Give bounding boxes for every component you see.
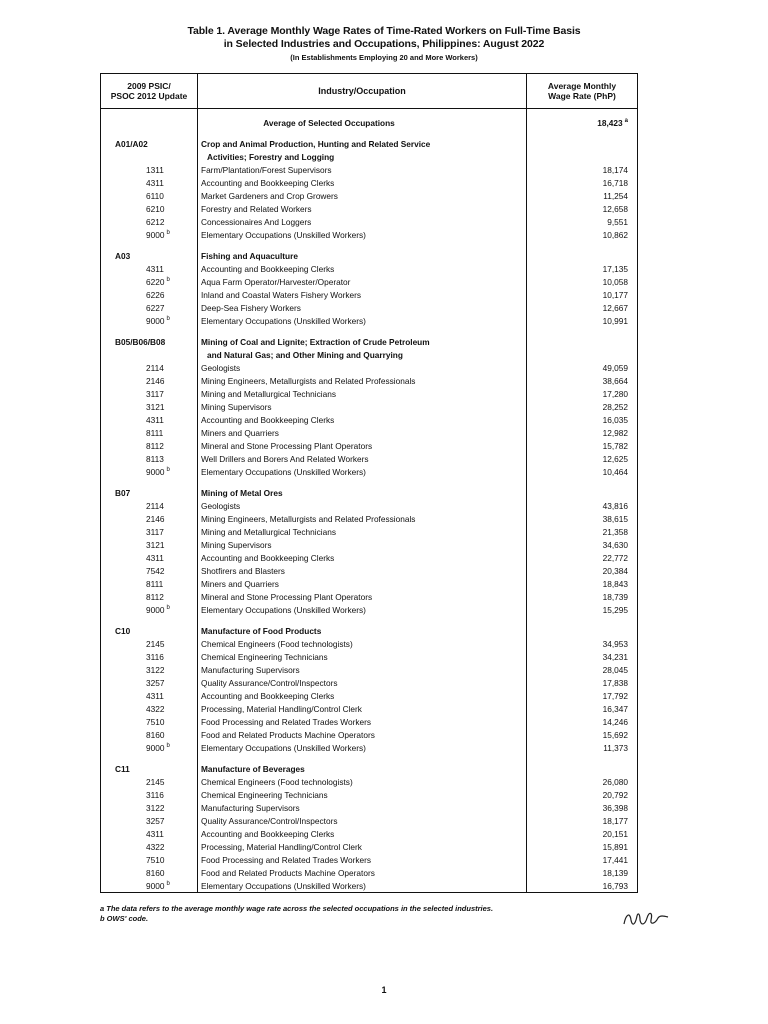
occupation-name: Processing, Material Handling/Control Clerk xyxy=(201,842,362,852)
occupation-name: Geologists xyxy=(201,501,241,511)
table-row xyxy=(101,388,637,401)
occupation-code: 2145 xyxy=(146,777,165,787)
occupation-name: Elementary Occupations (Unskilled Workers) xyxy=(201,743,366,753)
table-row xyxy=(101,414,637,427)
occupation-name: Shotfirers and Blasters xyxy=(201,566,285,576)
occupation-code: 9000 $^b$ xyxy=(146,467,170,477)
occupation-name: Food Processing and Related Trades Workers xyxy=(201,855,372,865)
title-line-2: in Selected Industries and Occupations, Philippines: August 2022 xyxy=(223,38,545,50)
footnote-marker: b xyxy=(166,605,170,611)
occupation-name: Mining Supervisors xyxy=(201,540,272,550)
title-line-1: Table 1. Average Monthly Wage Rates of Time-Rated Workers on Full-Time Basis xyxy=(187,25,581,37)
occupation-name: Market Gardeners and Crop Growers xyxy=(201,191,338,201)
industry-row xyxy=(101,625,637,638)
footnote-a: a The data refers to the average monthly wage rate across the selected occupations in the selected industries. xyxy=(100,904,494,913)
wage-value: 34,630 xyxy=(602,540,628,550)
occupation-name: Quality Assurance/Control/Inspectors xyxy=(201,816,338,826)
header-industry-column: Industry/Occupation xyxy=(198,74,527,108)
title-subtitle: (In Establishments Employing 20 and More Workers) xyxy=(290,53,478,62)
wage-value: 16,347 xyxy=(602,704,628,714)
wage-value: 10,464 xyxy=(602,467,628,477)
table-row xyxy=(101,841,637,854)
average-value: 18,423 $^a$ xyxy=(597,118,628,128)
occupation-code: 2145 xyxy=(146,639,165,649)
table-row xyxy=(101,315,637,328)
table-row xyxy=(101,880,637,893)
table-row xyxy=(101,513,637,526)
table-row xyxy=(101,466,637,479)
table-row xyxy=(101,216,637,229)
occupation-name: Elementary Occupations (Unskilled Workers) xyxy=(201,230,366,240)
occupation-name: Food Processing and Related Trades Workers xyxy=(201,717,372,727)
occupation-code: 8111 xyxy=(146,428,164,438)
occupation-code: 8112 xyxy=(146,592,164,602)
industry-name: Manufacture of Beverages xyxy=(201,764,305,774)
occupation-code: 9000 $^b$ xyxy=(146,881,170,891)
header-wage-line-2: Wage Rate (PhP) xyxy=(548,91,616,101)
table-row xyxy=(101,789,637,802)
wage-value: 14,246 xyxy=(602,717,628,727)
wage-value: 17,135 xyxy=(602,264,628,274)
table-row xyxy=(101,203,637,216)
table-row xyxy=(101,427,637,440)
occupation-name: Elementary Occupations (Unskilled Workers) xyxy=(201,316,366,326)
table-row xyxy=(101,375,637,388)
occupation-code: 6212 xyxy=(146,217,165,227)
table-row xyxy=(101,854,637,867)
occupation-name: Chemical Engineering Technicians xyxy=(201,652,328,662)
table-row xyxy=(101,703,637,716)
table-row xyxy=(101,664,637,677)
table-row xyxy=(101,867,637,880)
table-row xyxy=(101,362,637,375)
header-wage-column xyxy=(527,74,637,108)
wage-value: 17,838 xyxy=(602,678,628,688)
wage-value: 16,035 xyxy=(602,415,628,425)
occupation-code: 3116 xyxy=(146,652,164,662)
table-row xyxy=(101,776,637,789)
occupation-code: 9000 $^b$ xyxy=(146,743,170,753)
occupation-code: 9000 $^b$ xyxy=(146,605,170,615)
occupation-code: 4311 xyxy=(146,691,164,701)
table-row xyxy=(101,453,637,466)
wage-value: 12,982 xyxy=(602,428,628,438)
wage-value: 18,739 xyxy=(602,592,628,602)
table-row xyxy=(101,229,637,242)
table-row xyxy=(101,604,637,617)
table-row xyxy=(101,802,637,815)
table-row xyxy=(101,578,637,591)
wage-value: 34,231 xyxy=(602,652,628,662)
wage-value: 28,045 xyxy=(602,665,628,675)
table-header xyxy=(101,74,637,109)
handwritten-initials xyxy=(620,906,676,932)
occupation-code: 2146 xyxy=(146,376,165,386)
industry-row-continued xyxy=(101,151,637,164)
occupation-name: Accounting and Bookkeeping Clerks xyxy=(201,553,335,563)
wage-value: 36,398 xyxy=(602,803,628,813)
footnote-marker: a xyxy=(624,118,628,124)
industry-name: Activities; Forestry and Logging xyxy=(207,152,335,162)
footnote-marker: b xyxy=(166,316,170,322)
section-gap xyxy=(101,755,637,763)
table-row xyxy=(101,677,637,690)
table-row xyxy=(101,164,637,177)
table-row xyxy=(101,729,637,742)
industry-row-continued xyxy=(101,349,637,362)
wage-value: 20,151 xyxy=(602,829,628,839)
wage-value: 10,058 xyxy=(602,277,628,287)
wage-value: 10,862 xyxy=(602,230,628,240)
occupation-code: 7510 xyxy=(146,855,165,865)
wage-value: 18,177 xyxy=(602,816,628,826)
occupation-name: Accounting and Bookkeeping Clerks xyxy=(201,415,335,425)
occupation-code: 3257 xyxy=(146,816,165,826)
occupation-code: 6227 xyxy=(146,303,165,313)
occupation-name: Mineral and Stone Processing Plant Operators xyxy=(201,441,373,451)
wage-value: 17,441 xyxy=(602,855,628,865)
wage-value: 28,252 xyxy=(602,402,628,412)
occupation-name: Food and Related Products Machine Operators xyxy=(201,730,375,740)
average-row xyxy=(101,117,637,130)
occupation-name: Chemical Engineers (Food technologists) xyxy=(201,639,353,649)
occupation-name: Deep-Sea Fishery Workers xyxy=(201,303,301,313)
section-gap xyxy=(101,479,637,487)
industry-code: B07 xyxy=(115,488,131,498)
occupation-code: 4311 xyxy=(146,415,164,425)
table-row xyxy=(101,263,637,276)
footnote-b: b OWS' code. xyxy=(100,914,149,923)
occupation-code: 6226 xyxy=(146,290,165,300)
table-row xyxy=(101,742,637,755)
wage-value: 21,358 xyxy=(602,527,628,537)
header-code-column xyxy=(101,74,198,108)
occupation-code: 2146 xyxy=(146,514,165,524)
table-row xyxy=(101,276,637,289)
wage-value: 18,139 xyxy=(602,868,628,878)
occupation-code: 7510 xyxy=(146,717,165,727)
wage-value: 18,174 xyxy=(602,165,628,175)
footnote-marker: b xyxy=(166,743,170,749)
occupation-code: 4322 xyxy=(146,704,165,714)
table-row xyxy=(101,591,637,604)
footnotes xyxy=(100,904,493,924)
occupation-code: 4311 xyxy=(146,553,164,563)
industry-name: Manufacture of Food Products xyxy=(201,626,322,636)
industry-row xyxy=(101,138,637,151)
occupation-code: 4311 xyxy=(146,264,164,274)
occupation-code: 7542 xyxy=(146,566,165,576)
wage-value: 16,793 xyxy=(602,881,628,891)
occupation-name: Forestry and Related Workers xyxy=(201,204,312,214)
occupation-name: Accounting and Bookkeeping Clerks xyxy=(201,691,335,701)
occupation-code: 8160 xyxy=(146,868,165,878)
wage-value: 11,254 xyxy=(603,191,628,201)
footnote-marker: b xyxy=(166,277,170,283)
section-gap xyxy=(101,617,637,625)
occupation-name: Chemical Engineering Technicians xyxy=(201,790,328,800)
occupation-name: Mining and Metallurgical Technicians xyxy=(201,527,336,537)
footnote-marker: b xyxy=(166,881,170,887)
table-title xyxy=(0,25,768,63)
occupation-name: Elementary Occupations (Unskilled Workers) xyxy=(201,605,366,615)
industry-code: A03 xyxy=(115,251,131,261)
table-row xyxy=(101,500,637,513)
industry-code: C10 xyxy=(115,626,131,636)
wage-value: 9,551 xyxy=(607,217,628,227)
occupation-name: Manufacturing Supervisors xyxy=(201,803,300,813)
table-row xyxy=(101,828,637,841)
occupation-code: 6110 xyxy=(146,191,164,201)
occupation-name: Elementary Occupations (Unskilled Workers) xyxy=(201,881,366,891)
occupation-name: Mining Engineers, Metallurgists and Related Professionals xyxy=(201,376,416,386)
wage-value: 20,792 xyxy=(602,790,628,800)
industry-name: Fishing and Aquaculture xyxy=(201,251,298,261)
occupation-name: Manufacturing Supervisors xyxy=(201,665,300,675)
industry-name: Mining of Coal and Lignite; Extraction of Crude Petroleum xyxy=(201,337,430,347)
industry-row xyxy=(101,250,637,263)
wage-value: 38,615 xyxy=(602,514,628,524)
occupation-name: Mining Supervisors xyxy=(201,402,272,412)
wage-value: 11,373 xyxy=(603,743,628,753)
page-number: 1 xyxy=(381,985,387,995)
occupation-name: Food and Related Products Machine Operators xyxy=(201,868,375,878)
industry-row xyxy=(101,487,637,500)
industry-code: B05/B06/B08 xyxy=(115,337,166,347)
table-row xyxy=(101,401,637,414)
occupation-code: 8111 xyxy=(146,579,164,589)
wage-value: 16,718 xyxy=(602,178,628,188)
occupation-name: Processing, Material Handling/Control Clerk xyxy=(201,704,362,714)
occupation-name: Aqua Farm Operator/Harvester/Operator xyxy=(201,277,351,287)
wage-value: 18,843 xyxy=(602,579,628,589)
occupation-code: 3116 xyxy=(146,790,164,800)
occupation-name: Farm/Plantation/Forest Supervisors xyxy=(201,165,332,175)
table-row xyxy=(101,565,637,578)
wage-value: 34,953 xyxy=(602,639,628,649)
wage-value: 15,891 xyxy=(602,842,628,852)
occupation-name: Mineral and Stone Processing Plant Operators xyxy=(201,592,373,602)
table-row xyxy=(101,440,637,453)
occupation-code: 9000 $^b$ xyxy=(146,230,170,240)
wage-value: 12,625 xyxy=(602,454,628,464)
wage-value: 38,664 xyxy=(602,376,628,386)
occupation-code: 6220 $^b$ xyxy=(146,277,170,287)
occupation-name: Quality Assurance/Control/Inspectors xyxy=(201,678,338,688)
wage-value: 10,177 xyxy=(602,290,628,300)
occupation-code: 3121 xyxy=(146,540,165,550)
table-row xyxy=(101,526,637,539)
table-row xyxy=(101,539,637,552)
wage-value: 43,816 xyxy=(602,501,628,511)
occupation-code: 8160 xyxy=(146,730,165,740)
table-body xyxy=(101,117,637,893)
occupation-name: Accounting and Bookkeeping Clerks xyxy=(201,829,335,839)
table-row xyxy=(101,190,637,203)
occupation-code: 3117 xyxy=(146,389,164,399)
wage-value: 12,667 xyxy=(602,303,628,313)
occupation-code: 4322 xyxy=(146,842,165,852)
occupation-code: 8112 xyxy=(146,441,164,451)
section-gap xyxy=(101,328,637,336)
occupation-name: Well Drillers and Borers And Related Workers xyxy=(201,454,369,464)
occupation-code: 9000 $^b$ xyxy=(146,316,170,326)
wage-value: 17,280 xyxy=(602,389,628,399)
wage-value: 12,658 xyxy=(602,204,628,214)
industry-row xyxy=(101,763,637,776)
table-row xyxy=(101,716,637,729)
table-row xyxy=(101,651,637,664)
industry-name: and Natural Gas; and Other Mining and Quarrying xyxy=(207,350,403,360)
section-gap xyxy=(101,130,637,138)
table-row xyxy=(101,177,637,190)
table-row xyxy=(101,690,637,703)
wage-value: 15,295 xyxy=(602,605,628,615)
industry-name: Crop and Animal Production, Hunting and Related Service xyxy=(201,139,431,149)
occupation-code: 3122 xyxy=(146,803,165,813)
wage-value: 22,772 xyxy=(602,553,628,563)
occupation-code: 3122 xyxy=(146,665,165,675)
occupation-name: Concessionaires And Loggers xyxy=(201,217,312,227)
wage-value: 49,059 xyxy=(602,363,628,373)
occupation-name: Mining and Metallurgical Technicians xyxy=(201,389,336,399)
occupation-name: Miners and Quarriers xyxy=(201,428,279,438)
occupation-code: 2114 xyxy=(146,501,164,511)
footnote-marker: b xyxy=(166,467,170,473)
occupation-code: 1311 xyxy=(146,165,164,175)
occupation-name: Inland and Coastal Waters Fishery Workers xyxy=(201,290,362,300)
occupation-code: 4311 xyxy=(146,178,164,188)
wage-table xyxy=(100,73,638,893)
industry-name: Mining of Metal Ores xyxy=(201,488,283,498)
industry-code: C11 xyxy=(115,764,130,774)
table-row xyxy=(101,815,637,828)
wage-value: 15,692 xyxy=(602,730,628,740)
occupation-name: Mining Engineers, Metallurgists and Related Professionals xyxy=(201,514,416,524)
header-code-line-2: PSOC 2012 Update xyxy=(110,91,188,101)
header-wage-line-1: Average Monthly xyxy=(547,81,617,91)
wage-value: 17,792 xyxy=(602,691,628,701)
industry-row xyxy=(101,336,637,349)
occupation-code: 6210 xyxy=(146,204,165,214)
average-label: Average of Selected Occupations xyxy=(263,118,395,128)
occupation-code: 2114 xyxy=(146,363,164,373)
table-row xyxy=(101,552,637,565)
occupation-code: 4311 xyxy=(146,829,164,839)
industry-code: A01/A02 xyxy=(115,139,148,149)
table-row xyxy=(101,638,637,651)
occupation-code: 3121 xyxy=(146,402,165,412)
occupation-code: 8113 xyxy=(146,454,164,464)
occupation-name: Elementary Occupations (Unskilled Workers) xyxy=(201,467,366,477)
table-row xyxy=(101,302,637,315)
occupation-name: Chemical Engineers (Food technologists) xyxy=(201,777,353,787)
table-row xyxy=(101,289,637,302)
wage-value: 20,384 xyxy=(602,566,628,576)
footnote-marker: b xyxy=(166,230,170,236)
occupation-code: 3257 xyxy=(146,678,165,688)
occupation-name: Accounting and Bookkeeping Clerks xyxy=(201,264,335,274)
occupation-name: Miners and Quarriers xyxy=(201,579,279,589)
wage-value: 15,782 xyxy=(602,441,628,451)
occupation-name: Geologists xyxy=(201,363,241,373)
occupation-name: Accounting and Bookkeeping Clerks xyxy=(201,178,335,188)
wage-value: 26,080 xyxy=(602,777,628,787)
wage-value: 10,991 xyxy=(602,316,628,326)
section-gap xyxy=(101,242,637,250)
header-code-line-1: 2009 PSIC/ xyxy=(127,81,171,91)
occupation-code: 3117 xyxy=(146,527,164,537)
